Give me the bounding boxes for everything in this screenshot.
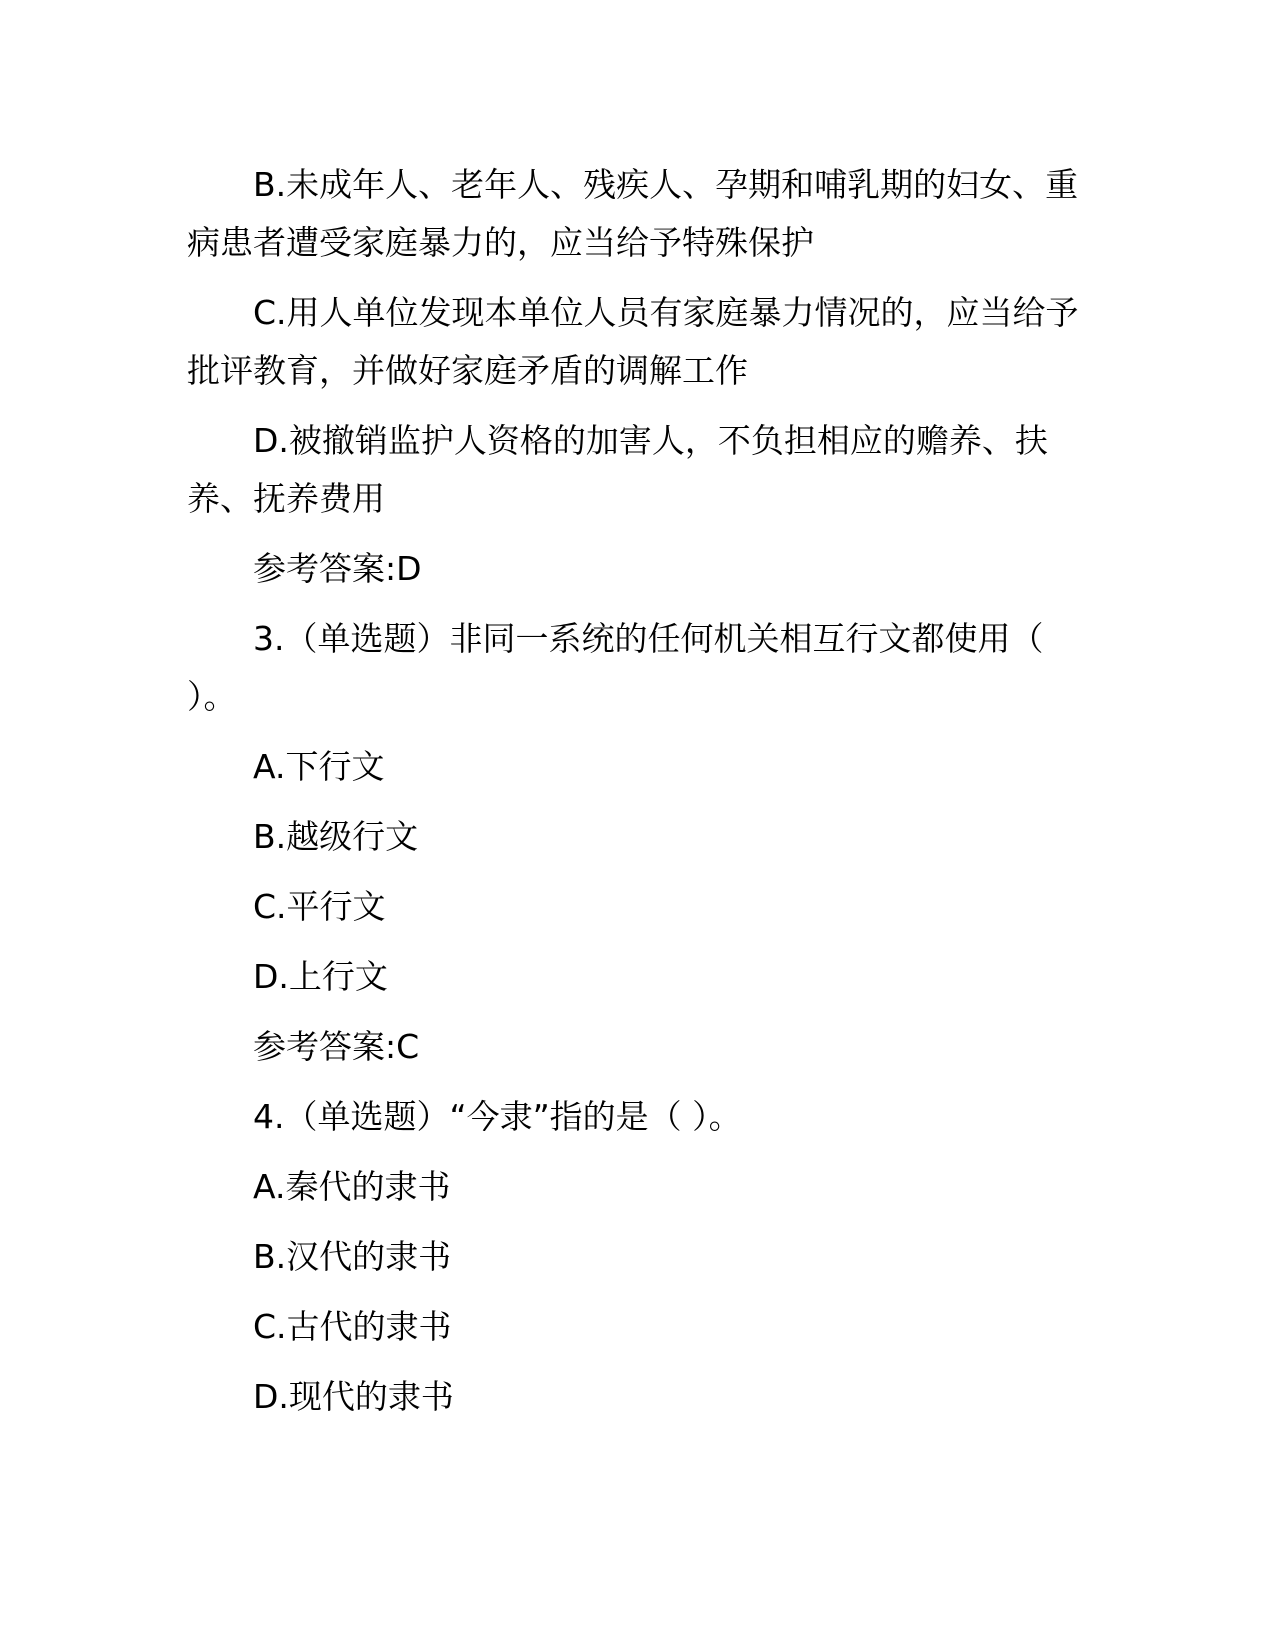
- option-d-q4: D.现代的隶书: [253, 1377, 454, 1416]
- option-b-q3: B.越级行文: [253, 817, 419, 856]
- option-b-q2: B.未成年人、老年人、残疾人、孕期和哺乳期的妇女、重病患者遭受家庭暴力的，应当给予特殊保护: [187, 165, 1079, 262]
- option-b-q4: B.汉代的隶书: [253, 1237, 452, 1276]
- option-d-q3: D.上行文: [253, 957, 388, 996]
- question-4: 4.（单选题）“今隶”指的是（ ）。: [253, 1097, 742, 1136]
- answer-q3: 参考答案:C: [253, 1027, 420, 1066]
- option-a-q4: A.秦代的隶书: [253, 1167, 451, 1206]
- option-c-q3: C.平行文: [253, 887, 386, 926]
- option-c-q4: C.古代的隶书: [253, 1307, 452, 1346]
- document-body: [187, 156, 1087, 1438]
- option-a-q3: A.下行文: [253, 747, 385, 786]
- answer-q2: 参考答案:D: [253, 549, 422, 588]
- option-d-q2: D.被撤销监护人资格的加害人，不负担相应的赡养、扶养、抚养费用: [187, 421, 1048, 518]
- question-3: 3.（单选题）非同一系统的任何机关相互行文都使用（ ）。: [187, 619, 1044, 716]
- option-c-q2: C.用人单位发现本单位人员有家庭暴力情况的，应当给予批评教育，并做好家庭矛盾的调解工作: [187, 293, 1079, 390]
